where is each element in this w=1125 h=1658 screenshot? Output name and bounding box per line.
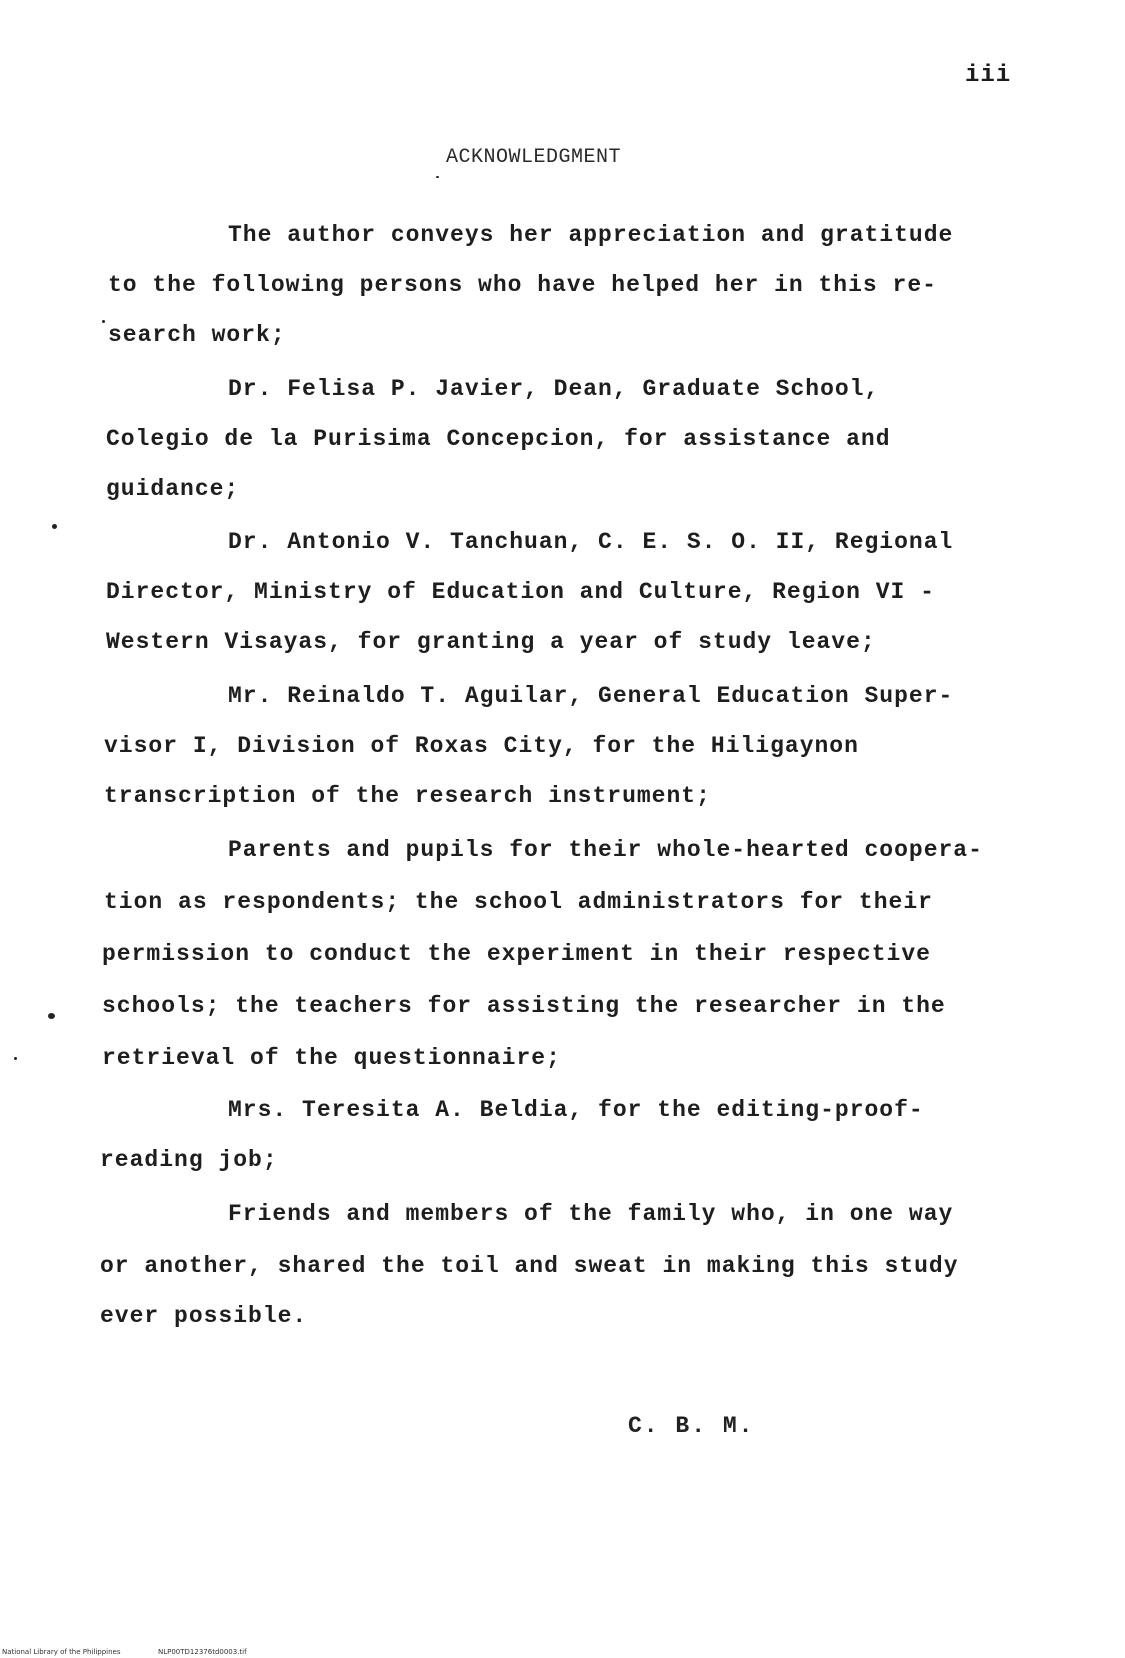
paragraph-line: guidance;	[106, 476, 240, 502]
paragraph-line: Parents and pupils for their whole-hearted coopera-	[228, 837, 983, 863]
paragraph-line: Mr. Reinaldo T. Aguilar, General Education Super-	[228, 683, 954, 709]
paragraph-line: tion as respondents; the school administrators for their	[104, 889, 933, 915]
scan-speck	[52, 524, 57, 529]
footer-filename: NLP00TD12376td0003.tif	[158, 1648, 247, 1656]
paragraph-line: permission to conduct the experiment in their respective	[102, 941, 931, 967]
paragraph-line: or another, shared the toil and sweat in making this study	[100, 1253, 959, 1279]
paragraph-line: transcription of the research instrument;	[104, 783, 711, 809]
paragraph-line: ever possible.	[100, 1303, 308, 1329]
paragraph-line: search work;	[108, 322, 286, 348]
paragraph-line: Director, Ministry of Education and Culture, Region VI -	[106, 579, 935, 605]
scan-speck	[436, 176, 439, 178]
paragraph-line: Friends and members of the family who, in one way	[228, 1201, 954, 1227]
footer-library: National Library of the Philippines	[2, 1648, 121, 1656]
paragraph-line: retrieval of the questionnaire;	[102, 1045, 561, 1071]
paragraph-line: Dr. Felisa P. Javier, Dean, Graduate School,	[228, 376, 880, 402]
paragraph-line: to the following persons who have helped her in this re-	[108, 272, 937, 298]
paragraph-line: schools; the teachers for assisting the researcher in the	[102, 993, 946, 1019]
paragraph-line: Mrs. Teresita A. Beldia, for the editing-proof-	[228, 1097, 924, 1123]
page-title: ACKNOWLEDGMENT	[446, 146, 622, 169]
scan-speck	[102, 320, 105, 323]
paragraph-line: Western Visayas, for granting a year of study leave;	[106, 629, 876, 655]
paragraph-line: reading job;	[100, 1147, 278, 1173]
paragraph-line: The author conveys her appreciation and gratitude	[228, 222, 954, 248]
page-number: iii	[965, 62, 1012, 89]
scan-speck	[14, 1057, 17, 1060]
paragraph-line: visor I, Division of Roxas City, for the Hiligaynon	[104, 733, 859, 759]
paragraph-line: Colegio de la Purisima Concepcion, for assistance and	[106, 426, 891, 452]
paragraph-line: Dr. Antonio V. Tanchuan, C. E. S. O. II, Regional	[228, 529, 954, 555]
scan-speck	[48, 1013, 55, 1019]
author-initials: C. B. M.	[628, 1413, 755, 1439]
